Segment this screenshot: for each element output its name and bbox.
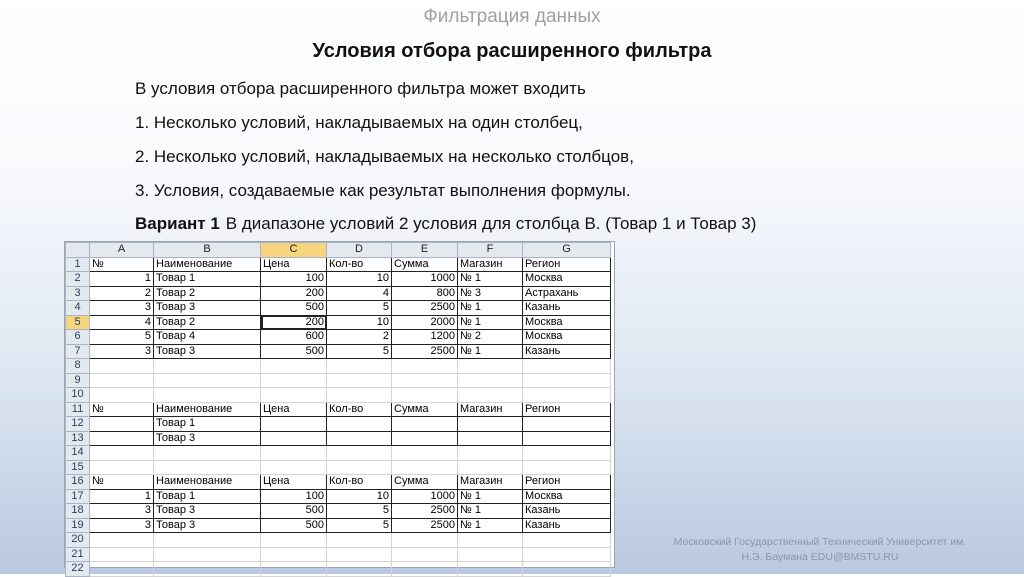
cell[interactable] (523, 562, 611, 577)
spreadsheet-row (66, 330, 611, 345)
cell[interactable] (90, 359, 154, 374)
row-header[interactable]: 11 (66, 402, 90, 417)
row-header[interactable]: 9 (66, 373, 90, 388)
cell[interactable]: Наименование (154, 257, 261, 272)
cell[interactable]: 4 (90, 315, 154, 330)
cell[interactable] (458, 562, 523, 577)
cell[interactable]: Наименование (154, 402, 261, 417)
cell[interactable] (523, 460, 611, 475)
cell[interactable] (458, 388, 523, 403)
spreadsheet-row (66, 489, 611, 504)
cell[interactable]: 1200 (392, 330, 458, 345)
cell[interactable] (154, 446, 261, 461)
cell[interactable]: 500 (261, 504, 327, 519)
cell[interactable]: 10 (327, 315, 392, 330)
cell[interactable]: 500 (261, 518, 327, 533)
cell[interactable]: № 3 (458, 286, 523, 301)
column-header-a[interactable]: A (90, 243, 154, 258)
cell[interactable]: 4 (327, 286, 392, 301)
spreadsheet-row (66, 431, 611, 446)
cell[interactable]: 3 (90, 518, 154, 533)
cell[interactable] (327, 533, 392, 548)
cell[interactable] (90, 460, 154, 475)
cell[interactable] (154, 533, 261, 548)
cell[interactable]: Москва (523, 330, 611, 345)
cell[interactable] (392, 431, 458, 446)
row-header[interactable]: 13 (66, 431, 90, 446)
cell[interactable]: Казань (523, 301, 611, 316)
cell[interactable]: Цена (261, 257, 327, 272)
cell[interactable] (392, 373, 458, 388)
cell[interactable] (327, 359, 392, 374)
cell[interactable] (458, 373, 523, 388)
cell[interactable]: Регион (523, 402, 611, 417)
cell[interactable] (458, 359, 523, 374)
cell[interactable]: № 1 (458, 518, 523, 533)
cell[interactable] (392, 562, 458, 577)
cell[interactable]: Магазин (458, 257, 523, 272)
cell[interactable] (327, 547, 392, 562)
cell[interactable] (90, 431, 154, 446)
cell[interactable]: Товар 1 (154, 272, 261, 287)
cell[interactable] (261, 460, 327, 475)
cell[interactable] (90, 533, 154, 548)
row-header[interactable]: 8 (66, 359, 90, 374)
cell[interactable]: 5 (327, 518, 392, 533)
spreadsheet-row (66, 373, 611, 388)
cell[interactable] (392, 417, 458, 432)
cell[interactable]: 2500 (392, 301, 458, 316)
cell[interactable] (90, 417, 154, 432)
row-header[interactable]: 17 (66, 489, 90, 504)
slide-header: Фильтрация данных (423, 6, 601, 27)
cell[interactable]: Товар 3 (154, 518, 261, 533)
cell[interactable] (327, 562, 392, 577)
cell[interactable] (392, 533, 458, 548)
cell[interactable] (327, 373, 392, 388)
cell[interactable]: 800 (392, 286, 458, 301)
cell[interactable]: № (90, 475, 154, 490)
spreadsheet-row (66, 562, 611, 577)
cell[interactable]: 2 (327, 330, 392, 345)
footer-line-1: Московский Государственный Технический Университет им. (673, 536, 967, 548)
cell[interactable] (261, 359, 327, 374)
row-header[interactable]: 5 (66, 315, 90, 330)
row-header[interactable]: 3 (66, 286, 90, 301)
cell[interactable] (154, 388, 261, 403)
cell[interactable]: 5 (327, 301, 392, 316)
cell[interactable]: 1 (90, 489, 154, 504)
variant-text: В диапазоне условий 2 условия для столбца В. (Товар 1 и Товар 3) (225, 214, 757, 233)
spreadsheet-row (66, 272, 611, 287)
cell[interactable]: 100 (261, 272, 327, 287)
cell[interactable]: 3 (90, 301, 154, 316)
cell[interactable] (90, 446, 154, 461)
cell[interactable] (261, 417, 327, 432)
cell[interactable] (261, 562, 327, 577)
cell[interactable]: № 2 (458, 330, 523, 345)
spreadsheet-row (66, 460, 611, 475)
cell[interactable]: № 1 (458, 504, 523, 519)
variant-label: Вариант 1 (135, 214, 220, 233)
row-header[interactable]: 16 (66, 475, 90, 490)
column-header-c[interactable]: C (261, 243, 327, 258)
cell[interactable]: № 1 (458, 344, 523, 359)
cell[interactable] (261, 547, 327, 562)
cell[interactable] (90, 562, 154, 577)
cell[interactable] (523, 359, 611, 374)
select-all-corner[interactable] (66, 243, 90, 258)
row-header[interactable]: 7 (66, 344, 90, 359)
cell[interactable]: Москва (523, 272, 611, 287)
cell[interactable] (327, 446, 392, 461)
cell[interactable]: 1000 (392, 489, 458, 504)
cell[interactable]: Кол-во (327, 475, 392, 490)
spreadsheet-row (66, 504, 611, 519)
spreadsheet-row (66, 344, 611, 359)
cell[interactable]: Товар 2 (154, 315, 261, 330)
cell[interactable]: Кол-во (327, 257, 392, 272)
cell[interactable]: Астрахань (523, 286, 611, 301)
cell[interactable] (154, 562, 261, 577)
cell[interactable]: № (90, 402, 154, 417)
cell[interactable]: Товар 1 (154, 489, 261, 504)
cell[interactable]: Казань (523, 504, 611, 519)
cell[interactable]: Сумма (392, 402, 458, 417)
cell[interactable] (458, 417, 523, 432)
spreadsheet-row (66, 286, 611, 301)
cell[interactable] (458, 547, 523, 562)
column-header-row (66, 243, 611, 258)
cell[interactable] (458, 446, 523, 461)
spreadsheet-row (66, 388, 611, 403)
row-header[interactable]: 21 (66, 547, 90, 562)
cell[interactable] (327, 460, 392, 475)
spreadsheet-row (66, 475, 611, 490)
spreadsheet-row (66, 533, 611, 548)
cell[interactable]: Магазин (458, 475, 523, 490)
spreadsheet-row (66, 402, 611, 417)
row-header[interactable]: 15 (66, 460, 90, 475)
bullet-list (135, 78, 634, 214)
cell[interactable]: Сумма (392, 475, 458, 490)
cell[interactable]: 600 (261, 330, 327, 345)
row-header[interactable]: 2 (66, 272, 90, 287)
cell[interactable]: Товар 3 (154, 431, 261, 446)
row-header[interactable]: 4 (66, 301, 90, 316)
cell[interactable]: Товар 3 (154, 344, 261, 359)
cell[interactable] (458, 460, 523, 475)
cell[interactable]: Товар 3 (154, 504, 261, 519)
cell[interactable]: Товар 1 (154, 417, 261, 432)
cell[interactable] (523, 533, 611, 548)
cell[interactable]: Магазин (458, 402, 523, 417)
cell[interactable]: Кол-во (327, 402, 392, 417)
bullet-item-3: 3. Условия, создаваемые как результат выполнения формулы. (135, 181, 631, 200)
cell[interactable]: 5 (327, 504, 392, 519)
slide-title: Условия отбора расширенного фильтра (312, 40, 712, 62)
cell[interactable] (261, 388, 327, 403)
cell[interactable]: 100 (261, 489, 327, 504)
cell[interactable]: Казань (523, 518, 611, 533)
row-header[interactable]: 10 (66, 388, 90, 403)
spreadsheet-row (66, 518, 611, 533)
cell[interactable]: Сумма (392, 257, 458, 272)
column-header-d[interactable]: D (327, 243, 392, 258)
spreadsheet-row (66, 301, 611, 316)
cell[interactable]: 5 (327, 344, 392, 359)
column-header-e[interactable]: E (392, 243, 458, 258)
row-header[interactable]: 6 (66, 330, 90, 345)
cell[interactable]: Цена (261, 475, 327, 490)
cell[interactable] (261, 533, 327, 548)
footer-credit (650, 535, 990, 565)
cell[interactable]: 500 (261, 301, 327, 316)
cell[interactable] (327, 388, 392, 403)
cell[interactable]: 500 (261, 344, 327, 359)
cell[interactable] (90, 388, 154, 403)
cell[interactable]: Москва (523, 489, 611, 504)
cell[interactable] (90, 547, 154, 562)
cell[interactable]: № 1 (458, 489, 523, 504)
cell[interactable]: 3 (90, 504, 154, 519)
cell[interactable]: № 1 (458, 315, 523, 330)
bullet-intro: В условия отбора расширенного фильтра может входить (135, 79, 586, 98)
cell[interactable]: 10 (327, 489, 392, 504)
cell[interactable] (523, 431, 611, 446)
cell[interactable]: Товар 4 (154, 330, 261, 345)
cell[interactable]: 1000 (392, 272, 458, 287)
cell[interactable]: Казань (523, 344, 611, 359)
cell[interactable]: № 1 (458, 301, 523, 316)
cell[interactable] (261, 431, 327, 446)
cell[interactable]: Москва (523, 315, 611, 330)
cell[interactable] (392, 547, 458, 562)
bullet-item-2: 2. Несколько условий, накладываемых на несколько столбцов, (135, 147, 634, 166)
column-header-b[interactable]: B (154, 243, 261, 258)
cell[interactable] (392, 446, 458, 461)
cell[interactable] (261, 446, 327, 461)
row-header[interactable]: 18 (66, 504, 90, 519)
variant-line (135, 214, 756, 234)
cell[interactable] (154, 359, 261, 374)
cell[interactable]: 5 (90, 330, 154, 345)
cell[interactable] (327, 417, 392, 432)
cell[interactable]: 2 (90, 286, 154, 301)
cell[interactable]: 10 (327, 272, 392, 287)
cell[interactable]: 3 (90, 344, 154, 359)
spreadsheet-row (66, 417, 611, 432)
cell[interactable]: 2500 (392, 344, 458, 359)
cell[interactable]: № 1 (458, 272, 523, 287)
cell[interactable] (261, 373, 327, 388)
spreadsheet-row (66, 315, 611, 330)
cell[interactable] (458, 431, 523, 446)
footer-line-2: Н.Э. Баумана EDU@BMSTU.RU (741, 551, 899, 563)
cell[interactable] (90, 373, 154, 388)
spreadsheet-row (66, 359, 611, 374)
cell[interactable]: 2500 (392, 518, 458, 533)
cell[interactable] (154, 460, 261, 475)
cell[interactable] (154, 547, 261, 562)
cell[interactable] (154, 373, 261, 388)
cell[interactable]: 200 (261, 286, 327, 301)
cell[interactable] (458, 533, 523, 548)
cell[interactable]: 2000 (392, 315, 458, 330)
row-header[interactable]: 19 (66, 518, 90, 533)
cell[interactable]: Цена (261, 402, 327, 417)
cell[interactable]: № (90, 257, 154, 272)
spreadsheet (64, 241, 615, 575)
spreadsheet-row (66, 547, 611, 562)
cell[interactable]: Регион (523, 257, 611, 272)
row-header[interactable]: 20 (66, 533, 90, 548)
cell[interactable] (392, 460, 458, 475)
row-header[interactable]: 1 (66, 257, 90, 272)
cell[interactable] (523, 388, 611, 403)
bullet-item-1: 1. Несколько условий, накладываемых на один столбец, (135, 113, 583, 132)
cell[interactable]: 2500 (392, 504, 458, 519)
cell[interactable] (392, 359, 458, 374)
cell[interactable] (523, 417, 611, 432)
cell[interactable] (523, 373, 611, 388)
cell[interactable]: Наименование (154, 475, 261, 490)
cell[interactable] (392, 388, 458, 403)
cell[interactable] (523, 446, 611, 461)
spreadsheet-grid (65, 242, 611, 577)
cell[interactable]: Регион (523, 475, 611, 490)
cell[interactable]: Товар 3 (154, 301, 261, 316)
cell[interactable]: Товар 2 (154, 286, 261, 301)
cell[interactable]: 1 (90, 272, 154, 287)
cell[interactable] (327, 431, 392, 446)
row-header[interactable]: 22 (66, 562, 90, 577)
active-cell[interactable]: 200 (261, 315, 327, 330)
row-header[interactable]: 14 (66, 446, 90, 461)
column-header-f[interactable]: F (458, 243, 523, 258)
spreadsheet-row (66, 257, 611, 272)
spreadsheet-row (66, 446, 611, 461)
row-header[interactable]: 12 (66, 417, 90, 432)
cell[interactable] (523, 547, 611, 562)
column-header-g[interactable]: G (523, 243, 611, 258)
